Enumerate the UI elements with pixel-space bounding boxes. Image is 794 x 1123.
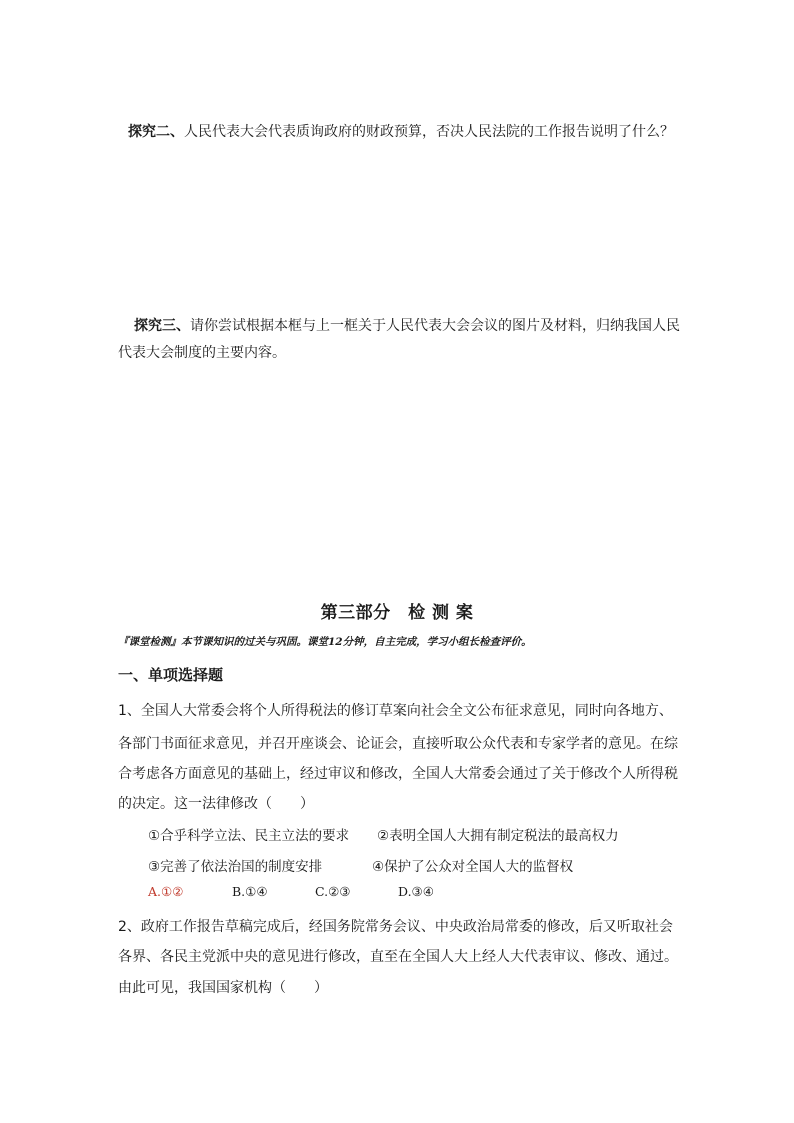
option-2: ②表明全国人大拥有制定税法的最高权力 [377,828,619,844]
question2-line2: 各界、各民主党派中央的意见进行修改，直至在全国人大上经人大代表审议、修改、通过。 [118,949,678,965]
question1-line2: 各部门书面征求意见，并召开座谈会、论证会，直接听取公众代表和专家学者的意见。在综 [118,736,678,752]
explore3-line1: 探究三、请你尝试根据本框与上一框关于人民代表大会会议的图片及材料，归纳我国人民 [134,318,680,334]
explore2-text: 人民代表大会代表质询政府的财政预算，否决人民法院的工作报告说明了什么？ [184,124,674,140]
part3-title: 第三部分 检 测 案 [320,603,474,623]
option-1: ①合乎科学立法、民主立法的要求 [148,828,350,844]
choice-d: D.③④ [398,884,434,899]
explore2-question [128,121,674,141]
choice-c: C.②③ [315,884,351,899]
question1-line4: 的决定。这一法律修改（ ） [118,796,314,812]
question2-line1: 2、政府工作报告草稿完成后，经国务院常务会议、中央政治局常委的修改，后又听取社会 [118,919,673,935]
question1-line3: 合考虑各方面意见的基础上，经过审议和修改，全国人大常委会通过了关于修改个人所得税 [118,766,678,782]
explore3-line2: 代表大会制度的主要内容。 [118,345,286,361]
explore2-lead: 探究二、 [128,124,184,140]
question2-line3: 由此可见，我国国家机构（ ） [118,980,328,996]
class-check-note: 『课堂检测』本节课知识的过关与巩固。课堂12分钟，自主完成，学习小组长检查评价。 [118,636,532,648]
section1-heading: 一、单项选择题 [118,666,224,684]
explore3-lead: 探究三、 [134,318,190,334]
option-4: ④保护了公众对全国人大的监督权 [372,859,574,875]
choice-b: B.①④ [232,884,268,899]
option-3: ③完善了依法治国的制度安排 [148,859,323,875]
choice-a: A.①② [148,884,184,899]
question1-line1: 1、全国人大常委会将个人所得税法的修订草案向社会全文公布征求意见，同时向各地方、 [118,703,673,719]
